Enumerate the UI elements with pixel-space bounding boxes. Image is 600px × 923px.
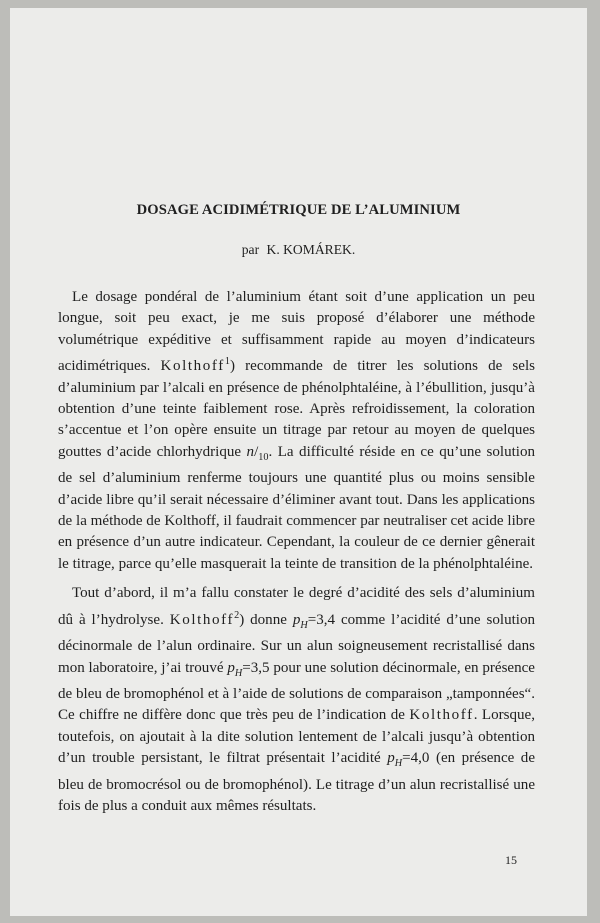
italic-symbol: n: [246, 443, 255, 460]
text-run: . Lorsque, toutefois, on ajoutait à la dite solution lentement de l’alcali jusqu’à obtention d’un trouble persistant, le filtrat présentait l’acidité: [58, 707, 536, 767]
italic-symbol: p: [292, 611, 301, 628]
footnote-marker: 1: [224, 356, 230, 368]
text-run: =4,0 (en présence de bleu de bromocrésol ou de bromophénol). Le titrage d’un alun recristallisé une fois de plus a conduit aux mêmes résultats.: [58, 750, 536, 814]
subscript: H: [234, 667, 243, 679]
author-prefix: par: [241, 242, 260, 257]
footnote-marker: 2: [234, 609, 240, 621]
article-body: [58, 287, 535, 817]
subscript: H: [300, 619, 308, 631]
body-paragraph: [58, 583, 535, 817]
author-name-reference: Kolthoff: [409, 707, 474, 724]
article-title: DOSAGE ACIDIMÉTRIQUE DE L’ALUMINIUM: [136, 202, 461, 218]
subscript: H: [394, 758, 403, 770]
text-run: Tout d’abord, il m’a fallu constater le degré d’acidité des sels d’aluminium dû à l’hydrolyse.: [58, 585, 535, 628]
author-line: [10, 242, 587, 258]
text-run: /: [254, 443, 259, 460]
author-name-reference: Kolthoff: [160, 358, 225, 375]
text-run: =3,5 pour une solution décinormale, en présence de bleu de bromophénol et à l’aide de solutions de comparaison „tamponnées“. Ce chiffre ne diffère donc que très peu de l’indication de: [58, 659, 535, 724]
page-number: 15: [505, 853, 517, 867]
subscript: 10: [258, 451, 269, 463]
text-run: . La difficulté réside en ce qu’une solution de sel d’aluminium renferme toujours une quantité plus ou moins sensible d’acide libre qu’il serait nécessaire d’éliminer avant tout. Dans les applications de la méthode de Kolthoff, il faudrait commencer par neutraliser cet acide libre en présence d’un autre indicateur. Cependant, la couleur de ce dernier gênerait le titrage, parce qu’elle masquerait la teinte de transition de la phénolphtaléine.: [58, 443, 535, 572]
text-run: ) donne: [239, 611, 293, 628]
italic-symbol: p: [227, 659, 235, 676]
author-name-reference: Kolthoff: [169, 611, 235, 628]
text-run: Le dosage pondéral de l’aluminium étant soit d’une application un peu longue, soit peu exact, je me suis proposé d’élaborer une méthode volumétrique expéditive et suffisamment rapide au moyen d’indicateurs acidimétriques.: [58, 289, 535, 375]
text-run: ) recommande de titrer les solutions de sels d’aluminium par l’alcali en présence de phénolphtaléine, à l’ébullition, jusqu’à obtention d’une teinte faiblement rose. Après refroidissement, la coloration s’accentue et l’on opère ensuite un titrage par retour au moyen de quelques gouttes d’acide chlorhydrique: [58, 358, 535, 460]
document-page: [10, 8, 587, 916]
author-name: K. KOMÁREK.: [266, 242, 356, 257]
italic-symbol: p: [387, 750, 395, 767]
body-paragraph: [58, 287, 535, 575]
text-run: =3,4 comme l’acidité d’une solution décinormale de l’alun ordinaire. Sur un alun soigneusement recristallisé dans mon laboratoire, j’ai trouvé: [58, 611, 535, 676]
